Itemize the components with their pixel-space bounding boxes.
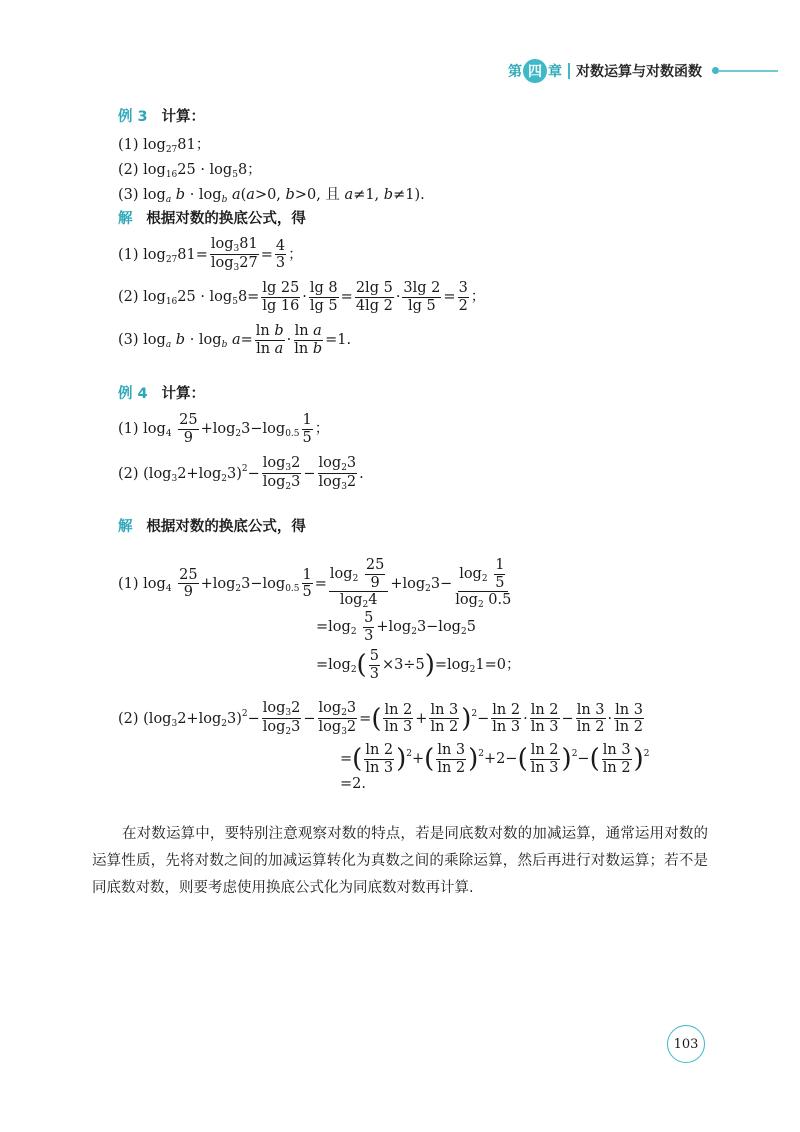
example3-solution-text: 根据对数的换底公式，得 xyxy=(146,211,306,227)
example4-heading: 计算： xyxy=(161,386,205,402)
page-number: 103 xyxy=(667,1025,705,1063)
example3-title xyxy=(118,110,205,125)
chapter-number-badge: 四 xyxy=(523,59,547,83)
example4-solution-1-line2: $=\log_2$ $\frac{5}{3}$ $+\log_23-\log_25$ xyxy=(316,610,476,644)
header-rule xyxy=(718,70,778,72)
example3-item-3: (3) $\log_a b \cdot \log_b a(a>0$, b>0, 且 a≠1, b≠1). xyxy=(118,187,425,205)
header-divider xyxy=(568,63,570,79)
example3-solution-1: (1) $\log_{27}81=$ $\frac{\log_381}{\log_327}$ = $\frac{4}{3}$ ； xyxy=(118,236,303,274)
example4-solution-tag: 解 xyxy=(118,519,133,535)
chapter-prefix: 第 xyxy=(508,64,522,80)
chapter-suffix: 章 xyxy=(548,64,562,80)
chapter-header xyxy=(508,58,702,84)
summary-paragraph: 在对数运算中，要特别注意观察对数的特点，若是同底数对数的加减运算，通常运用对数的运算性质，先将对数之间的加减运算转化为真数之间的乘除运算，然后再进行对数运算；若不是同底数对数，则要考虑使用换底公式化为同底数对数再计算. xyxy=(92,826,708,896)
example4-tag: 例 4 xyxy=(118,386,148,402)
example4-solution-2-line1: (2) $(\log_32+\log_23)^2-$ $\frac{\log_32}{\log_23}$ − $\frac{\log_23}{\log_32}$ =( $\frac{\ln 2}{\ln 3}$ + $\frac{\ln 3}{\ln 2}$ )$^2$− $\frac{\ln 2}{\ln 3}$ · $\frac{\ln 2}{\ln 3}$ − $\frac{\ln 3}{\ln 2}$ · $\frac{\ln 3}{\ln 2}$ xyxy=(118,700,643,738)
example3-solution-3: (3) $\log_a b \cdot \log_b a=$ $\frac{\text{ln b}}{\text{ln a}}$ · $\frac{\text{ln a}}{\text{ln b}}$ =1. xyxy=(118,323,352,357)
example3-solution-intro xyxy=(118,212,306,227)
example4-solution-2-line2: =( $\frac{\ln 2}{\ln 3}$ )$^2$+( $\frac{\ln 3}{\ln 2}$ )$^2$+2−( $\frac{\ln 2}{\ln 3}$ )$^2$−( $\frac{\ln 3}{\ln 2}$ )$^2$ xyxy=(340,742,650,776)
example3-heading: 计算： xyxy=(161,109,205,125)
example3-tag: 例 3 xyxy=(118,109,148,125)
example3-item-2: (2) $\log_{16}25 \cdot \log_58$； xyxy=(118,162,262,180)
example4-item-1: (1) $\log_4$ $\frac{25}{9}$ $+\log_23-\log_{0.5}$ $\frac{1}{5}$ ； xyxy=(118,412,330,446)
example3-solution-2: (2) $\log_{16}25 \cdot \log_58=$ $\frac{\lg 25}{\lg 16}$ · $\frac{\lg 8}{\lg 5}$ = $\frac{2\lg 5}{4\lg 2}$ · $\frac{3\lg 2}{\lg 5}$ = $\frac{3}{2}$ ； xyxy=(118,280,486,314)
example3-item-1: (1) $\log_{27}81$； xyxy=(118,137,211,155)
example4-solution-intro xyxy=(118,520,306,535)
example3-solution-tag: 解 xyxy=(118,211,133,227)
example4-solution-text: 根据对数的换底公式，得 xyxy=(146,519,306,535)
example4-solution-2-line3: =2. xyxy=(340,776,366,792)
example4-item-2: (2) $(\log_32+\log_23)^2-$ $\frac{\log_32}{\log_23}$ − $\frac{\log_23}{\log_32}$ . xyxy=(118,455,364,493)
example4-title xyxy=(118,387,205,402)
chapter-title: 对数运算与对数函数 xyxy=(576,64,702,80)
example4-solution-1-line1: (1) $\log_4$ $\frac{25}{9}$ $+\log_23-\log_{0.5}$ $\frac{1}{5}$ = $\log_2$ $\frac{25}{9}$ $\log_24$ $+\log_23-$ $\log_2$ $\frac{1}{5}$ $\log_2 0.5$ xyxy=(118,557,512,611)
example4-solution-1-line3: $=\log_2$( $\frac{5}{3}$ $\times 3\div 5)=\log_21=0$； xyxy=(316,648,521,682)
